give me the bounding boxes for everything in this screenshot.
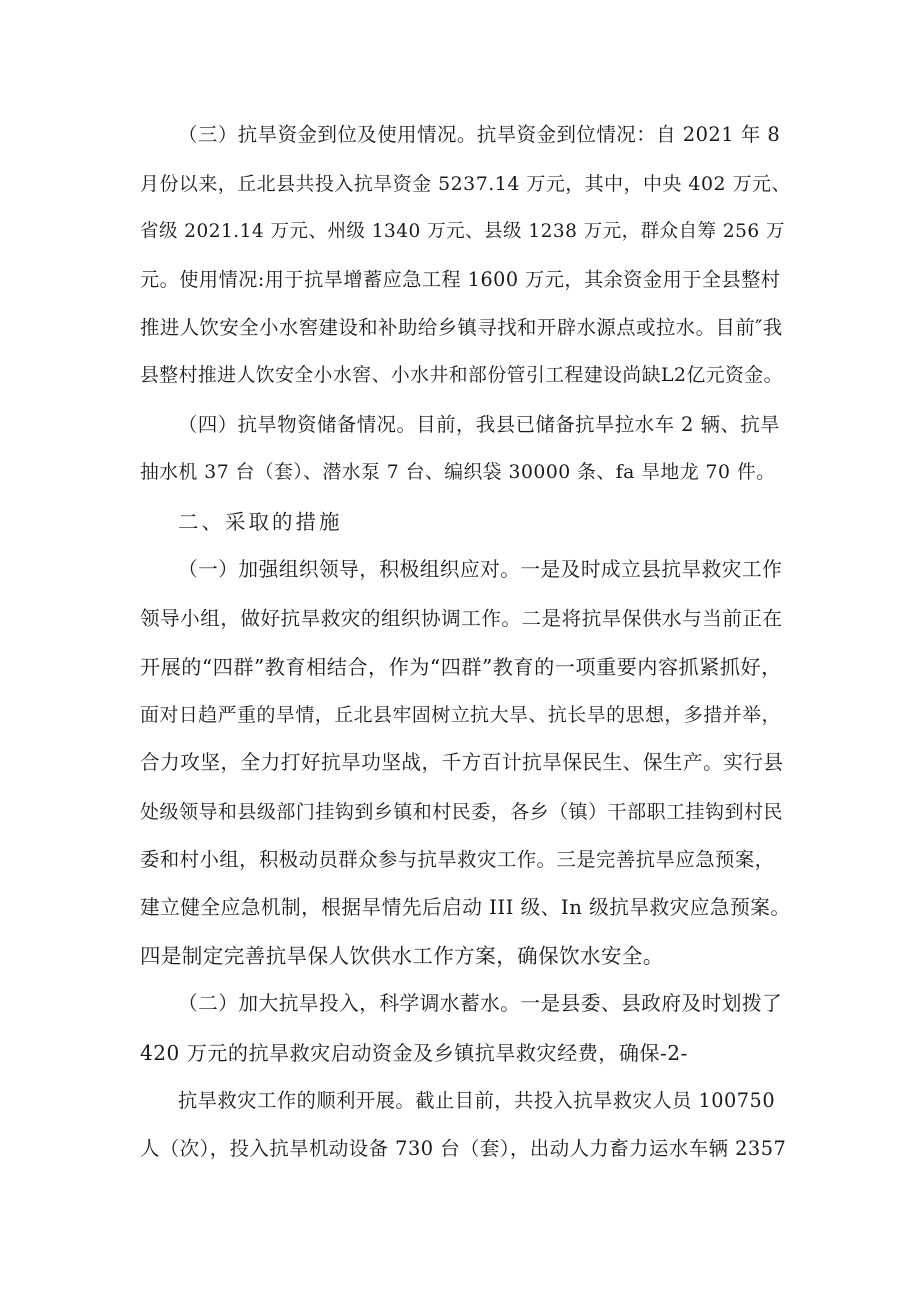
text-line: 抽水机 37 台（套）、潜水泵 7 台、编织袋 30000 条、fa 旱地龙 70 件。: [140, 462, 776, 483]
text-line: 建立健全应急机制，根据旱情先后启动 III 级、In 级抗旱救灾应急预案。: [140, 896, 791, 919]
text-line: （四）抗旱物资储备情况。目前，我县已储备抗旱拉水车 2 辆、抗旱: [178, 413, 781, 436]
text-line: 县整村推进人饮安全小水窖、小水井和部份管引工程建设尚缺L2亿元资金。: [140, 365, 783, 386]
text-line: 省级 2021.14 万元、州级 1340 万元、县级 1238 万元，群众自筹 256 万: [140, 221, 785, 242]
text-line: 四是制定完善抗旱保人饮供水工作方案，确保饮水安全。: [140, 944, 664, 968]
text-line: 委和村小组，积极动员群众参与抗旱救灾工作。三是完善抗旱应急预案，: [140, 848, 775, 871]
text-line: 月份以来，丘北县共投入抗旱资金 5237.14 万元，其中，中央 402 万元、: [140, 173, 791, 195]
text-line: 合力攻坚，全力打好抗旱功坚战，千方百计抗旱保民生、保生产。实行县: [140, 751, 784, 774]
text-line: 面对日趋严重的旱情，丘北县牢固树立抗大旱、抗长旱的思想，多措并举，: [140, 704, 781, 726]
text-line: 领导小组，做好抗旱救灾的组织协调工作。二是将抗旱保供水与当前正在: [140, 607, 783, 630]
text-line: （一）加强组织领导，积极组织应对。一是及时成立县抗旱救灾工作: [178, 558, 783, 581]
text-line: （三）抗旱资金到位及使用情况。抗旱资金到位情况：自 2021 年 8: [178, 123, 781, 146]
text-line: 420 万元的抗旱救灾启动资金及乡镇抗旱救灾经费，确保-2-: [140, 1041, 688, 1065]
text-line: 开展的“四群”教育相结合，作为“四群”教育的一项重要内容抓紧抓好，: [140, 655, 782, 679]
text-line: 推进人饮安全小水窖建设和补助给乡镇寻找和开辟水源点或拉水。目前″我: [140, 316, 783, 339]
section-heading: 二、采取的措施: [178, 510, 343, 534]
text-line: 元。使用情况:用于抗旱增蓄应急工程 1600 万元，其余资金用于全县整村: [140, 268, 781, 291]
text-line: 抗旱救灾工作的顺利开展。截止目前，共投入抗旱救灾人员 100750: [178, 1089, 776, 1112]
text-line: 处级领导和县级部门挂钩到乡镇和村民委，各乡（镇）干部职工挂钩到村民: [140, 801, 783, 823]
text-line: （二）加大抗旱投入，科学调水蓄水。一是县委、县政府及时划拨了: [178, 992, 783, 1015]
text-line: 人（次），投入抗旱机动设备 730 台（套），出动人力畜力运水车辆 2357: [140, 1137, 787, 1160]
